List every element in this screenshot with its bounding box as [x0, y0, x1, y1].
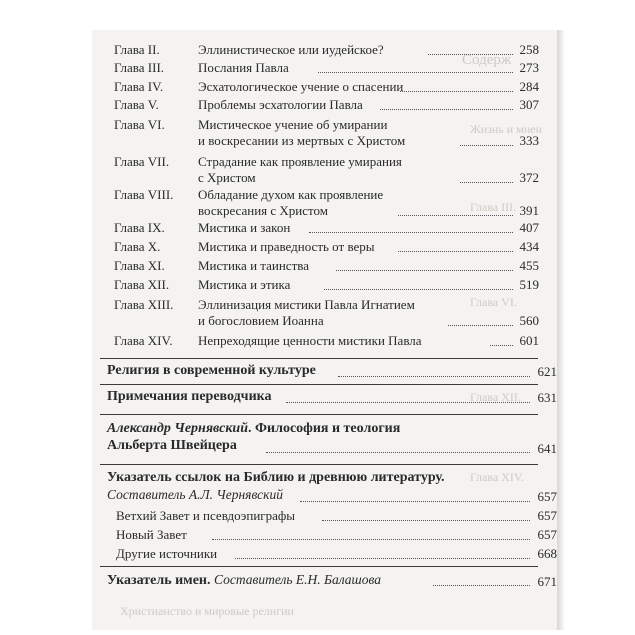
chapter-title: Мистика и таинства [198, 258, 309, 273]
leader-dots [338, 376, 530, 377]
chapter-title: и богословием Иоанна [198, 313, 324, 328]
chapter-page: 519 [519, 277, 539, 292]
chapter-title: Мистика и праведность от веры [198, 239, 375, 254]
compiler-name: Составитель Е.Н. Балашова [213, 572, 382, 587]
chapter-page: 258 [519, 42, 539, 57]
chapter-page: 333 [519, 133, 539, 148]
chapter-title: Послания Павла [198, 60, 289, 75]
chapter-page: 434 [519, 239, 539, 254]
entry-title-line [107, 572, 381, 589]
subsection-title: Другие источники [116, 546, 218, 561]
leader-dots [300, 501, 530, 502]
chapter-number: Глава VI. [114, 117, 165, 132]
leader-dots [286, 402, 530, 403]
chapter-title: и воскресании из мертвых с Христом [198, 133, 406, 148]
chapter-number: Глава VIII. [114, 187, 174, 202]
chapter-page: 391 [519, 203, 539, 218]
chapter-title: воскресания с Христом [198, 203, 329, 218]
entry-title: Указатель ссылок на Библию и древнюю литературу. [107, 470, 445, 485]
entry-title: Религия в современной культуре [107, 363, 316, 378]
chapter-title: Проблемы эсхатологии Павла [198, 97, 363, 112]
leader-dots [336, 270, 513, 271]
chapter-number: Глава III. [114, 60, 165, 75]
subsection-page: 657 [537, 508, 557, 523]
subsection-page: 657 [537, 527, 557, 542]
chapter-page: 407 [519, 220, 539, 235]
divider-4 [100, 464, 538, 465]
leader-dots [380, 109, 513, 110]
leader-dots [324, 289, 513, 290]
chapter-title: Эллинистическое или иудейское? [198, 42, 384, 57]
chapter-number: Глава VII. [114, 154, 170, 169]
chapter-number: Глава X. [114, 239, 161, 254]
subsection-page: 668 [537, 546, 557, 561]
chapter-page: 284 [519, 79, 539, 94]
entry-title-line2: Альберта Швейцера [107, 438, 237, 453]
chapter-title: Эсхатологическое учение о спасении [198, 79, 404, 94]
essay-title-part1: . Философия и теология [248, 421, 401, 436]
leader-dots [309, 232, 513, 233]
entry-title: Указатель имен. [107, 573, 211, 588]
leader-dots [448, 325, 513, 326]
entry-title: Примечания переводчика [107, 389, 272, 404]
leader-dots [398, 215, 513, 216]
chapter-title: Страдание как проявление умирания [198, 154, 402, 169]
chapter-title: с Христом [198, 170, 256, 185]
chapter-number: Глава V. [114, 97, 159, 112]
entry-page: 631 [537, 390, 557, 405]
entry-page: 657 [537, 489, 557, 504]
leader-dots [235, 558, 530, 559]
entry-page: 641 [537, 441, 557, 456]
leader-dots [318, 72, 513, 73]
divider-2 [100, 384, 538, 385]
author-name: Александр Чернявский [107, 421, 248, 436]
leader-dots [322, 520, 530, 521]
entry-page: 671 [537, 574, 557, 589]
chapter-page: 372 [519, 170, 539, 185]
chapter-page: 601 [519, 333, 539, 348]
leader-dots [460, 182, 513, 183]
subsection-title: Ветхий Завет и псевдоэпиграфы [116, 508, 296, 523]
chapter-title: Эллинизация мистики Павла Игнатием [198, 297, 415, 312]
chapter-page: 273 [519, 60, 539, 75]
entry-page: 621 [537, 364, 557, 379]
chapter-title: Непреходящие ценности мистики Павла [198, 333, 422, 348]
chapter-number: Глава XIV. [114, 333, 173, 348]
chapter-title: Мистика и этика [198, 277, 291, 292]
chapter-number: Глава II. [114, 42, 160, 57]
divider-1 [100, 358, 538, 359]
chapter-page: 307 [519, 97, 539, 112]
chapter-title: Обладание духом как проявление [198, 187, 384, 202]
chapter-title: Мистическое учение об умирании [198, 117, 388, 132]
leader-dots [400, 91, 513, 92]
leader-dots [460, 145, 513, 146]
leader-dots [212, 539, 530, 540]
chapter-page: 560 [519, 313, 539, 328]
chapter-number: Глава XIII. [114, 297, 174, 312]
divider-5 [100, 566, 538, 567]
chapter-page: 455 [519, 258, 539, 273]
chapter-title: Мистика и закон [198, 220, 291, 235]
entry-title-line1 [107, 421, 400, 437]
compiler-name: Составитель А.Л. Чернявский [107, 487, 283, 502]
leader-dots [428, 54, 513, 55]
chapter-number: Глава IX. [114, 220, 165, 235]
leader-dots [266, 452, 530, 453]
subsection-title: Новый Завет [116, 527, 187, 542]
leader-dots [490, 345, 513, 346]
chapter-number: Глава XII. [114, 277, 170, 292]
chapter-number: Глава IV. [114, 79, 164, 94]
leader-dots [398, 251, 513, 252]
chapter-number: Глава XI. [114, 258, 165, 273]
leader-dots [433, 585, 530, 586]
divider-3 [100, 414, 538, 415]
